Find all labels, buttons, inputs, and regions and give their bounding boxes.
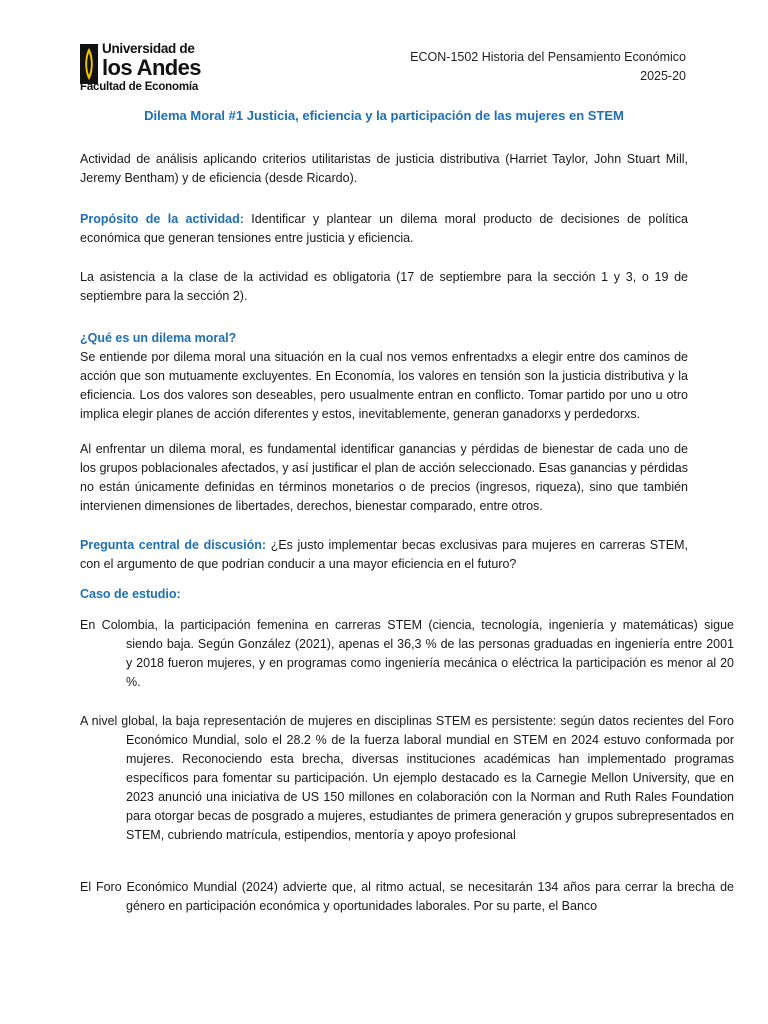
course-title: ECON-1502 Historia del Pensamiento Económico xyxy=(410,50,686,64)
logo-university-name-2: los Andes xyxy=(102,54,201,80)
case-paragraph-1: En Colombia, la participación femenina en carreras STEM (ciencia, tecnología, ingeniería y matemáticas) sigue siendo baja. Según González (2021), apenas el 36,3 % de las personas graduadas en ingeniería entre 2001 y 2018 fueron mujeres, y en programas como ingeniería mecánica o eléctrica la participación es menor al 20 %. xyxy=(80,618,734,689)
logo-faculty-name: Facultad de Economía xyxy=(80,81,199,93)
purpose-text: Identificar y plantear un dilema moral producto de decisiones de política económica que generan tensiones entre justicia y eficiencia. xyxy=(80,212,688,245)
logo-university-name: Universidad de xyxy=(102,41,195,56)
dilemma-section xyxy=(80,329,688,424)
course-term: 2025-20 xyxy=(640,69,686,83)
purpose-label: Propósito de la actividad: xyxy=(80,212,244,226)
question-paragraph xyxy=(80,536,688,574)
attendance-paragraph: La asistencia a la clase de la actividad es obligatoria (17 de septiembre para la sección 1 y 3, o 19 de septiembre para la sección 2). xyxy=(80,270,688,303)
dilemma-paragraph-1: Se entiende por dilema moral una situación en la cual nos vemos enfrentadxs a elegir entre dos caminos de acción que son mutuamente excluyentes. En Economía, los valores en tensión son la justicia distributiva y la eficiencia. Los dos valores son deseables, pero usualmente entran en conflicto. Tomar partido por uno u otro implica elegir planes de acción diferentes y estos, inevitablemente, generan ganadorxs y perdedorxs. xyxy=(80,350,688,421)
dilemma-paragraph-2: Al enfrentar un dilema moral, es fundamental identificar ganancias y pérdidas de bienestar de cada uno de los grupos poblacionales afectados, y así justificar el plan de acción seleccionado. Esas ganancias y pérdidas no están únicamente definidas en términos monetarios o de precios (ingresos, riqueza), sino que también intervienen dimensiones de libertades, derechos, bienestar comparado, entre otros. xyxy=(80,442,689,513)
dilemma-heading: ¿Qué es un dilema moral? xyxy=(80,331,237,345)
case-heading: Caso de estudio: xyxy=(80,587,181,601)
case-paragraph-2: A nivel global, la baja representación de mujeres en disciplinas STEM es persistente: según datos recientes del Foro Económico Mundial, solo el 28.2 % de la fuerza laboral mundial en STEM en 2024 estuvo conformada por mujeres. Reconociendo esta brecha, diversas instituciones académicas han implementado programas específicos para fomentar su participación. Un ejemplo destacado es la Carnegie Mellon University, que en 2023 anunció una iniciativa de US 150 millones en colaboración con la Norman and Ruth Rales Foundation para otorgar becas de posgrado a mujeres, estudiantes de primera generación y grupos subrepresentados en STEM, cubriendo matrícula, estipendios, mentoría y apoyo profesional xyxy=(80,714,735,842)
question-label: Pregunta central de discusión: xyxy=(80,538,267,552)
question-text: ¿Es justo implementar becas exclusivas para mujeres en carreras STEM, con el argumento de que podrían conducir a una mayor eficiencia en el futuro? xyxy=(80,538,688,571)
university-emblem-icon xyxy=(80,44,98,84)
case-paragraph-3: El Foro Económico Mundial (2024) advierte que, al ritmo actual, se necesitarán 134 años para cerrar la brecha de género en participación económica y oportunidades laborales. Por su parte, el Banco xyxy=(80,880,734,913)
intro-paragraph: Actividad de análisis aplicando criterios utilitaristas de justicia distributiva (Harriet Taylor, John Stuart Mill, Jeremy Bentham) y de eficiencia (desde Ricardo). xyxy=(80,152,688,185)
document-title: Dilema Moral #1 Justicia, eficiencia y la participación de las mujeres en STEM xyxy=(144,108,624,123)
purpose-paragraph xyxy=(80,210,688,248)
course-info xyxy=(410,48,686,86)
